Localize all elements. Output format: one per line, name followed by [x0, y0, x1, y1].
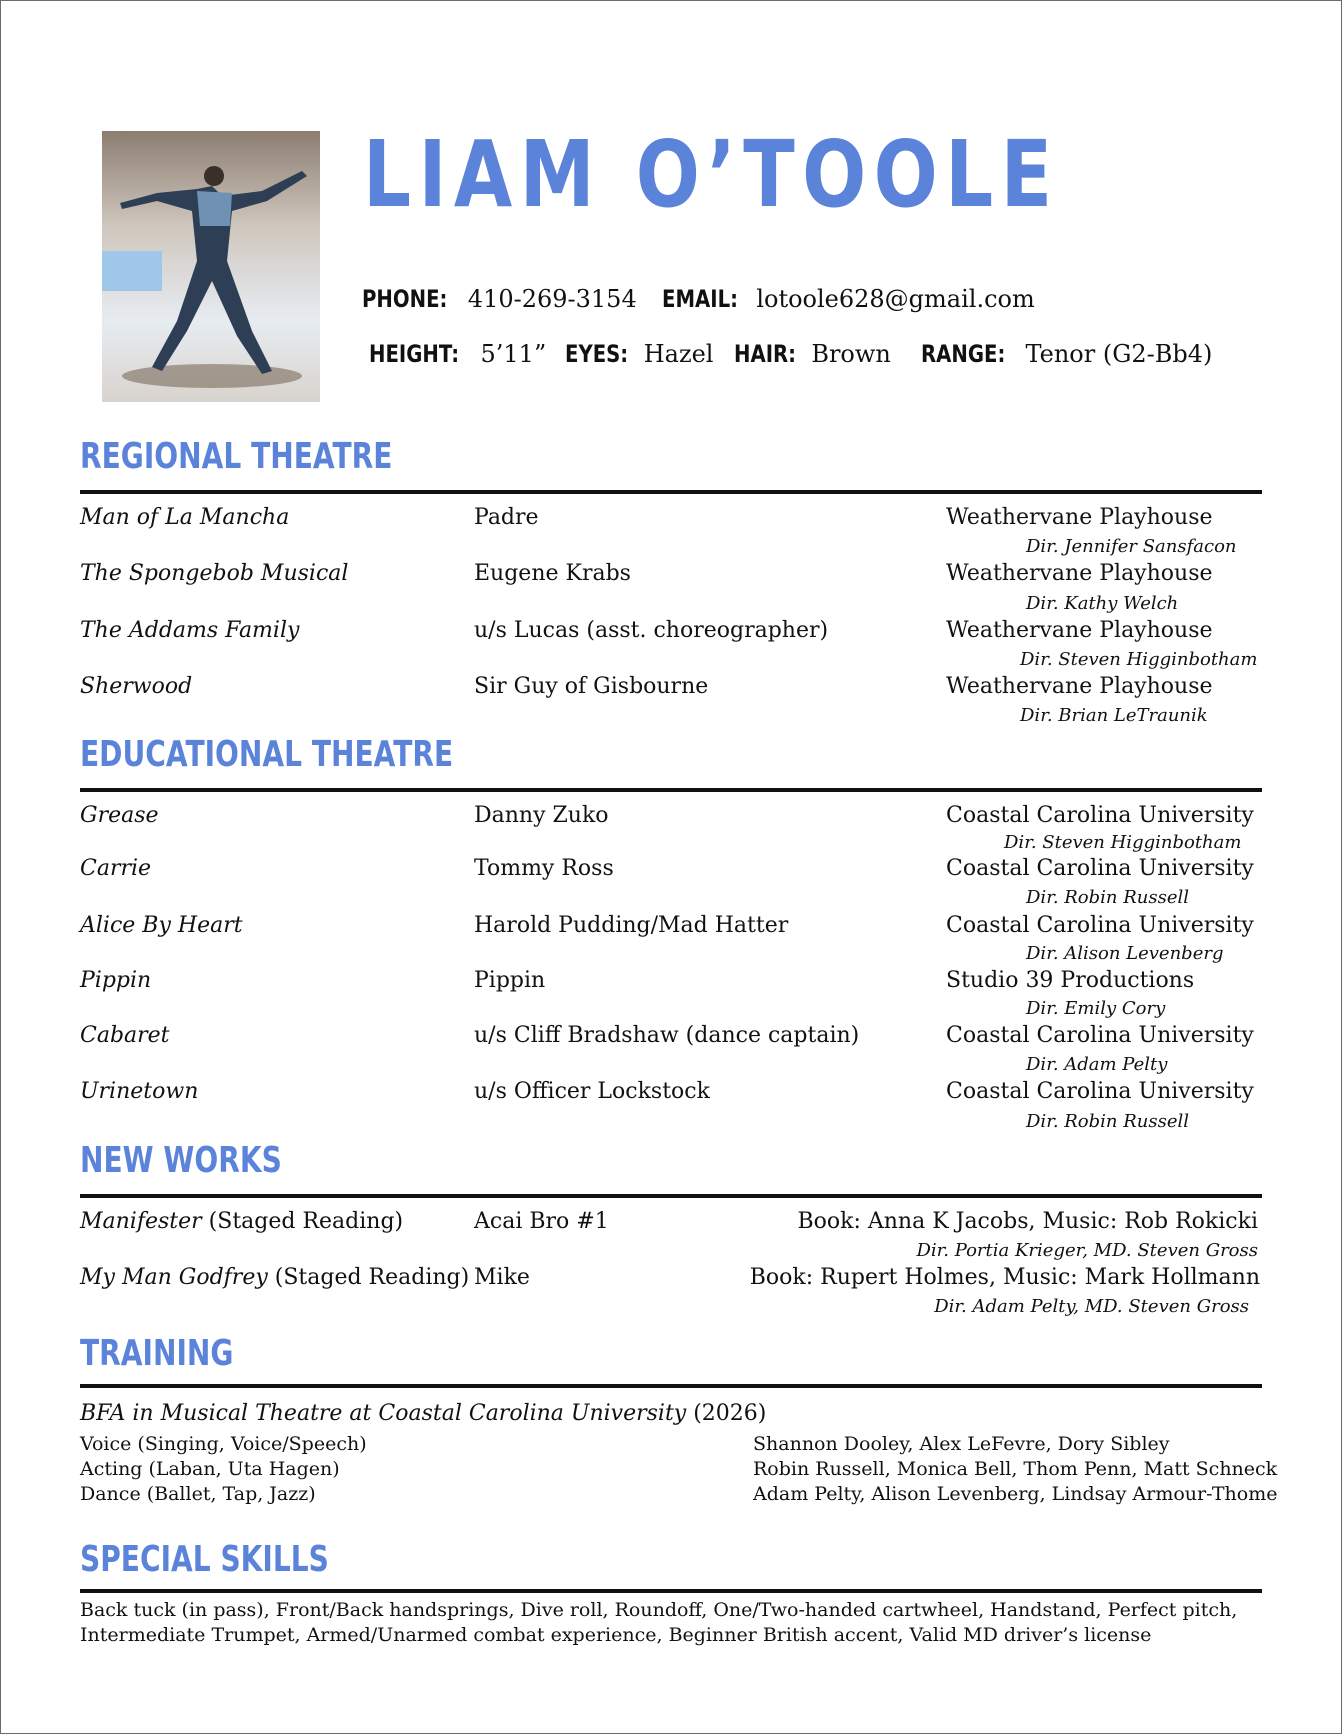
role: Padre — [474, 505, 539, 530]
venue: Coastal Carolina University — [946, 1079, 1254, 1104]
director: Dir. Steven Higginbotham — [1004, 832, 1242, 853]
training-area: Voice (Singing, Voice/Speech) — [80, 1433, 367, 1455]
degree-year: (2026) — [686, 1401, 767, 1426]
role: u/s Lucas (asst. choreographer) — [474, 618, 829, 643]
show-title: The Spongebob Musical — [80, 561, 349, 586]
show-note: (Staged Reading) — [267, 1265, 470, 1290]
role: Tommy Ross — [474, 856, 614, 881]
skills-line-2: Intermediate Trumpet, Armed/Unarmed combat experience, Beginner British accent, Valid MD driver’s license — [80, 1624, 1152, 1646]
hair-row — [734, 340, 891, 368]
director: Dir. Robin Russell — [1026, 1111, 1190, 1132]
venue: Weathervane Playhouse — [946, 618, 1213, 643]
director: Dir. Adam Pelty — [1026, 1054, 1168, 1075]
performer-name: LIAM O’TOOLE — [363, 121, 1060, 228]
headshot-photo — [102, 131, 320, 402]
creators: Book: Anna K Jacobs, Music: Rob Rokicki — [797, 1209, 1258, 1234]
show-title — [80, 1209, 403, 1234]
show-title — [80, 1265, 469, 1290]
venue: Coastal Carolina University — [946, 856, 1254, 881]
training-teachers: Adam Pelty, Alison Levenberg, Lindsay Armour-Thome — [753, 1483, 1278, 1505]
show-title: Cabaret — [80, 1023, 170, 1048]
hair-value: Brown — [811, 340, 891, 368]
role: Pippin — [474, 968, 546, 993]
eyes-row — [565, 340, 713, 368]
venue: Studio 39 Productions — [946, 968, 1195, 993]
range-value: Tenor (G2-Bb4) — [1025, 340, 1213, 368]
venue: Weathervane Playhouse — [946, 674, 1213, 699]
director: Dir. Brian LeTraunik — [1020, 705, 1208, 726]
training-area: Acting (Laban, Uta Hagen) — [80, 1458, 340, 1480]
role: Mike — [474, 1265, 530, 1290]
phone-row — [362, 285, 637, 313]
regional-section-title: REGIONAL THEATRE — [80, 436, 393, 477]
skills-line-1: Back tuck (in pass), Front/Back handsprings, Dive roll, Roundoff, One/Two-handed cartwheel, Handstand, Perfect pitch, — [80, 1599, 1238, 1621]
height-row — [369, 340, 546, 368]
training-area: Dance (Ballet, Tap, Jazz) — [80, 1483, 316, 1505]
email-label: EMAIL: — [662, 285, 738, 313]
skills-section-title: SPECIAL SKILLS — [80, 1539, 329, 1580]
dancer-image-icon — [102, 131, 320, 402]
training-teachers: Robin Russell, Monica Bell, Thom Penn, Matt Schneck — [753, 1458, 1278, 1480]
degree: BFA in Musical Theatre at Coastal Carolina University — [80, 1401, 687, 1426]
role: Eugene Krabs — [474, 561, 631, 586]
director: Dir. Adam Pelty, MD. Steven Gross — [934, 1296, 1249, 1317]
role: Sir Guy of Gisbourne — [474, 674, 709, 699]
role: Acai Bro #1 — [474, 1209, 609, 1234]
educational-section-title: EDUCATIONAL THEATRE — [80, 734, 454, 775]
section-divider — [80, 490, 1262, 494]
venue: Coastal Carolina University — [946, 803, 1254, 828]
section-divider — [80, 1194, 1262, 1198]
phone-value: 410-269-3154 — [467, 285, 637, 313]
section-divider — [80, 788, 1262, 792]
range-label: RANGE: — [921, 340, 1006, 368]
phone-label: PHONE: — [362, 285, 448, 313]
show-note: (Staged Reading) — [201, 1209, 404, 1234]
director: Dir. Alison Levenberg — [1026, 943, 1224, 964]
director: Dir. Portia Krieger, MD. Steven Gross — [916, 1240, 1258, 1261]
director: Dir. Robin Russell — [1026, 887, 1190, 908]
role: u/s Officer Lockstock — [474, 1079, 710, 1104]
section-divider — [80, 1384, 1262, 1388]
show-title: The Addams Family — [80, 618, 300, 643]
email-value[interactable]: lotoole628@gmail.com — [756, 285, 1035, 313]
show-title: Alice By Heart — [80, 913, 243, 938]
eyes-value: Hazel — [643, 340, 714, 368]
hair-label: HAIR: — [734, 340, 797, 368]
show-name: My Man Godfrey — [80, 1265, 268, 1290]
venue: Weathervane Playhouse — [946, 561, 1213, 586]
creators: Book: Rupert Holmes, Music: Mark Hollmann — [749, 1265, 1260, 1290]
show-title: Pippin — [80, 968, 152, 993]
director: Dir. Emily Cory — [1026, 998, 1166, 1019]
director: Dir. Kathy Welch — [1026, 593, 1179, 614]
height-label: HEIGHT: — [369, 340, 460, 368]
email-row — [662, 285, 1035, 313]
show-title: Carrie — [80, 856, 152, 881]
role: Danny Zuko — [474, 803, 609, 828]
venue: Coastal Carolina University — [946, 1023, 1254, 1048]
show-name: Manifester — [80, 1209, 202, 1234]
range-row — [921, 340, 1212, 368]
show-title: Man of La Mancha — [80, 505, 290, 530]
role: u/s Cliff Bradshaw (dance captain) — [474, 1023, 860, 1048]
height-value: 5’11” — [480, 340, 547, 368]
new-works-section-title: NEW WORKS — [80, 1140, 282, 1181]
show-title: Grease — [80, 803, 159, 828]
training-teachers: Shannon Dooley, Alex LeFevre, Dory Sibley — [753, 1433, 1170, 1455]
role: Harold Pudding/Mad Hatter — [474, 913, 789, 938]
eyes-label: EYES: — [565, 340, 629, 368]
show-title: Sherwood — [80, 674, 193, 699]
show-title: Urinetown — [80, 1079, 199, 1104]
section-divider — [80, 1589, 1262, 1593]
director: Dir. Steven Higginbotham — [1020, 649, 1258, 670]
venue: Weathervane Playhouse — [946, 505, 1213, 530]
venue: Coastal Carolina University — [946, 913, 1254, 938]
training-section-title: TRAINING — [80, 1333, 234, 1374]
director: Dir. Jennifer Sansfacon — [1026, 536, 1237, 557]
degree-line — [80, 1401, 766, 1426]
